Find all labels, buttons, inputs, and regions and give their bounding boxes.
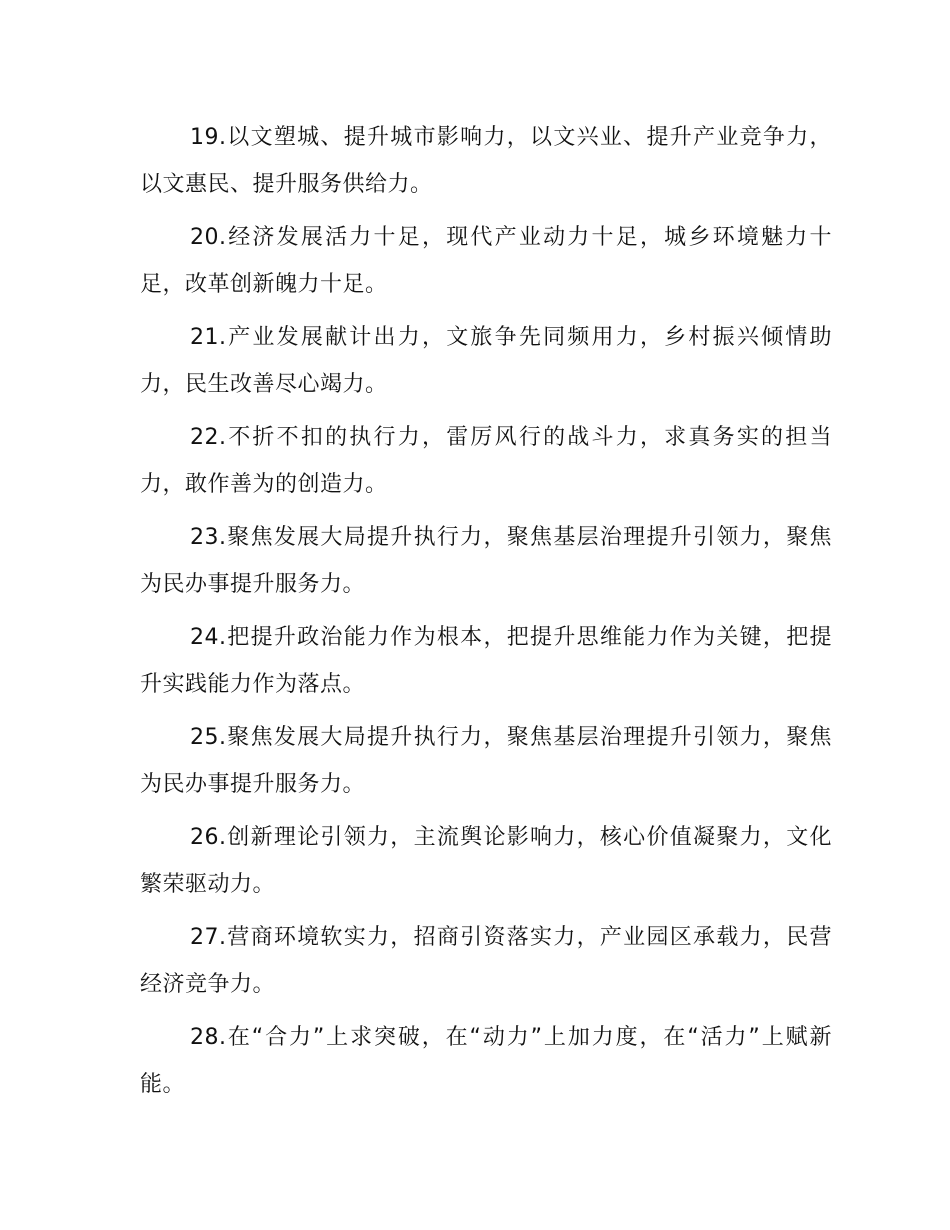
paragraph-19: 19.以文塑城、提升城市影响力，以文兴业、提升产业竞争力，以文惠民、提升服务供给力。 xyxy=(140,125,832,197)
paragraph-20: 20.经济发展活力十足，现代产业动力十足，城乡环境魅力十足，改革创新魄力十足。 xyxy=(140,225,832,297)
paragraph-23: 23.聚焦发展大局提升执行力，聚焦基层治理提升引领力，聚焦为民办事提升服务力。 xyxy=(140,525,832,597)
paragraph-27: 27.营商环境软实力，招商引资落实力，产业园区承载力，民营经济竞争力。 xyxy=(140,925,832,997)
paragraph-24: 24.把提升政治能力作为根本，把提升思维能力作为关键，把提升实践能力作为落点。 xyxy=(140,625,832,697)
paragraph-28: 28.在“合力”上求突破，在“动力”上加力度，在“活力”上赋新能。 xyxy=(140,1025,832,1097)
paragraph-26: 26.创新理论引领力，主流舆论影响力，核心价值凝聚力，文化繁荣驱动力。 xyxy=(140,825,832,897)
document-body xyxy=(140,114,832,1114)
paragraph-25: 25.聚焦发展大局提升执行力，聚焦基层治理提升引领力，聚焦为民办事提升服务力。 xyxy=(140,725,832,797)
paragraph-22: 22.不折不扣的执行力，雷厉风行的战斗力，求真务实的担当力，敢作善为的创造力。 xyxy=(140,425,832,497)
paragraph-21: 21.产业发展献计出力，文旅争先同频用力，乡村振兴倾情助力，民生改善尽心竭力。 xyxy=(140,325,832,397)
